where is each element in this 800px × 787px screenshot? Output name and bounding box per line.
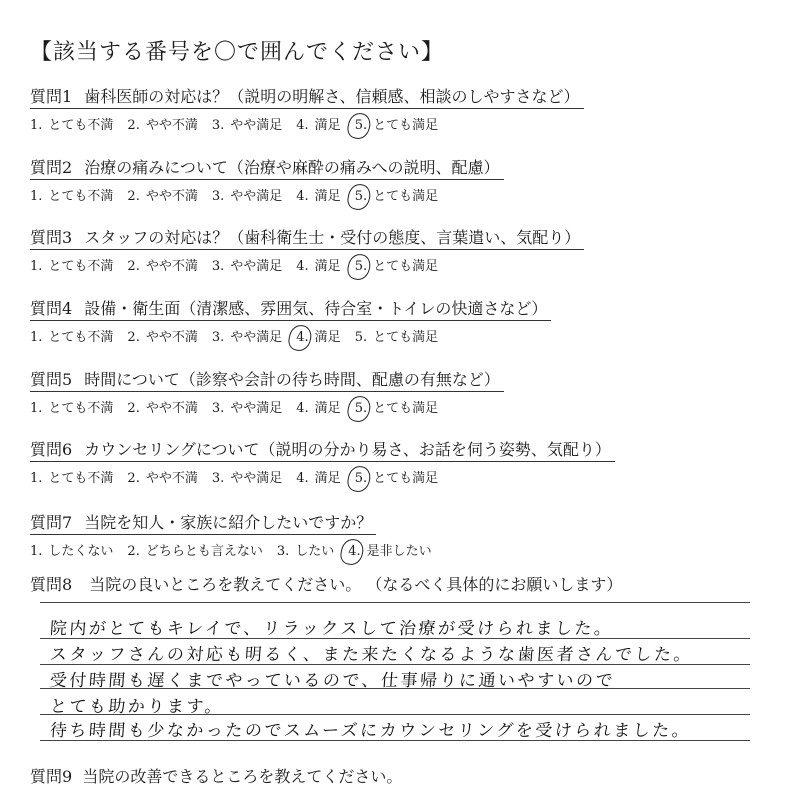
- handwritten-line: 待ち時間も少なかったのでスムーズにカウンセリングを受けられました。: [49, 721, 692, 741]
- option-number: 1.: [30, 189, 43, 204]
- option-label: とても満足: [373, 259, 439, 274]
- question-7-title: [30, 510, 376, 535]
- answer-option[interactable]: [212, 467, 282, 486]
- question-number: 質問8: [30, 575, 73, 594]
- option-label: やや不満: [145, 330, 198, 345]
- option-number: 4.: [296, 330, 309, 345]
- question-note: （なるべく具体的にお願いします）: [366, 575, 623, 594]
- option-label: とても満足: [373, 401, 439, 416]
- option-number: 4.: [348, 544, 361, 559]
- option-number: 2.: [127, 189, 140, 204]
- question-7: [30, 510, 780, 559]
- answer-option[interactable]: [30, 114, 113, 133]
- option-label: したい: [295, 544, 335, 559]
- question-number: 質問3: [30, 228, 73, 247]
- option-label: やや不満: [145, 189, 198, 204]
- option-label: やや不満: [145, 401, 198, 416]
- option-label: やや満足: [230, 471, 283, 486]
- question-5: [30, 367, 780, 416]
- option-number: 1.: [30, 401, 43, 416]
- question-4: [30, 296, 780, 345]
- option-label: やや満足: [230, 401, 283, 416]
- question-2: [30, 155, 780, 204]
- answer-option[interactable]: [296, 185, 340, 204]
- question-number: 質問5: [30, 370, 73, 389]
- option-number: 5.: [354, 471, 368, 486]
- option-label: 満足: [314, 189, 341, 204]
- question-number: 質問7: [30, 513, 73, 532]
- question-3: [30, 225, 780, 274]
- option-number: 3.: [211, 330, 225, 345]
- answer-option[interactable]: [127, 540, 262, 559]
- option-label: やや満足: [230, 330, 283, 345]
- question-6: [30, 437, 780, 486]
- option-number: 3.: [276, 544, 290, 559]
- option-number: 4.: [296, 189, 309, 204]
- question-text: 当院の良いところを教えてください。: [89, 575, 362, 594]
- option-label: とても不満: [48, 401, 114, 416]
- option-number: 4.: [296, 118, 309, 133]
- answer-option[interactable]: [355, 326, 438, 345]
- option-label: とても満足: [373, 471, 439, 486]
- answer-options: [30, 255, 780, 274]
- option-label: とても不満: [48, 118, 114, 133]
- answer-option[interactable]: [212, 114, 282, 133]
- question-number: 質問6: [30, 440, 73, 459]
- question-number: 質問9: [30, 767, 73, 786]
- option-number: 5.: [354, 259, 368, 274]
- option-number: 5.: [354, 189, 368, 204]
- option-number: 3.: [211, 401, 225, 416]
- answer-option-selected[interactable]: [355, 185, 438, 204]
- answer-option[interactable]: [212, 326, 282, 345]
- option-label: とても不満: [48, 471, 114, 486]
- option-number: 5.: [354, 118, 368, 133]
- option-number: 3.: [211, 471, 225, 486]
- option-number: 3.: [211, 259, 225, 274]
- answer-options: [30, 397, 780, 416]
- answer-option-selected[interactable]: [355, 114, 438, 133]
- option-label: やや不満: [145, 471, 198, 486]
- option-number: 4.: [296, 401, 309, 416]
- question-1-title: [30, 84, 584, 109]
- question-text: 設備・衛生面（清潔感、雰囲気、待合室・トイレの快適さなど）: [84, 299, 548, 318]
- answer-option[interactable]: [127, 326, 197, 345]
- option-number: 2.: [127, 544, 140, 559]
- question-2-title: [30, 155, 504, 180]
- question-number: 質問1: [30, 87, 73, 106]
- answer-options: [30, 185, 780, 204]
- answer-option-selected[interactable]: [355, 397, 438, 416]
- option-label: やや不満: [145, 118, 198, 133]
- option-number: 2.: [127, 401, 140, 416]
- question-9: [30, 764, 402, 787]
- answer-option[interactable]: [212, 397, 282, 416]
- option-label: とても不満: [48, 259, 114, 274]
- answer-option-selected[interactable]: [355, 467, 438, 486]
- answer-option-selected[interactable]: [355, 255, 438, 274]
- option-number: 4.: [296, 259, 309, 274]
- option-number: 5.: [354, 401, 368, 416]
- answer-option[interactable]: [30, 397, 113, 416]
- question-5-title: [30, 367, 504, 392]
- answer-option[interactable]: [30, 467, 113, 486]
- option-number: 1.: [30, 118, 43, 133]
- answer-option[interactable]: [127, 185, 197, 204]
- question-8-title: [30, 572, 626, 596]
- option-label: とても不満: [48, 189, 114, 204]
- question-text: 治療の痛みについて（治療や麻酔の痛みへの説明、配慮）: [84, 158, 500, 177]
- question-text: スタッフの対応は？（歯科衛生士・受付の態度、言葉遣い、気配り）: [84, 228, 581, 247]
- option-label: やや満足: [230, 118, 283, 133]
- option-number: 1.: [30, 330, 43, 345]
- option-label: 満足: [314, 118, 341, 133]
- answer-option[interactable]: [30, 185, 113, 204]
- option-label: やや満足: [230, 259, 283, 274]
- handwritten-line: 受付時間も遅くまでやっているので、仕事帰りに通いやすいので: [49, 671, 616, 691]
- question-text: 歯科医師の対応は？（説明の明解さ、信頼感、相談のしやすさなど）: [84, 87, 580, 106]
- question-text: 当院の改善できるところを教えてください。: [82, 767, 403, 786]
- option-label: どちらとも言えない: [145, 544, 263, 559]
- answer-options: [30, 467, 780, 486]
- question-text: 時間について（診察や会計の待ち時間、配慮の有無など）: [84, 370, 500, 389]
- answer-option-selected[interactable]: [348, 540, 431, 559]
- answer-option[interactable]: [212, 255, 282, 274]
- option-number: 2.: [127, 259, 140, 274]
- answer-option[interactable]: [30, 255, 113, 274]
- option-label: 満足: [314, 259, 341, 274]
- option-number: 4.: [296, 471, 309, 486]
- question-8: [30, 572, 780, 596]
- answer-option[interactable]: [127, 255, 197, 274]
- option-label: やや不満: [145, 259, 198, 274]
- question-text: カウンセリングについて（説明の分かり易さ、お話を伺う姿勢、気配り）: [84, 440, 611, 459]
- option-label: とても満足: [373, 189, 439, 204]
- option-number: 5.: [354, 330, 368, 345]
- handwritten-line: とても助かります。: [49, 697, 225, 717]
- question-3-title: [30, 225, 584, 250]
- handwritten-line: スタッフさんの対応も明るく、また来たくなるような歯医者さんでした。: [49, 645, 694, 665]
- option-label: したくない: [48, 544, 114, 559]
- handwritten-line: 院内がとてもキレイで、リラックスして治療が受けられました。: [49, 619, 615, 639]
- question-4-title: [30, 296, 551, 321]
- option-number: 1.: [30, 259, 43, 274]
- answer-option[interactable]: [277, 540, 334, 559]
- option-label: やや満足: [230, 189, 283, 204]
- option-label: 満足: [314, 401, 341, 416]
- option-label: 是非したい: [366, 544, 432, 559]
- option-label: とても不満: [48, 330, 114, 345]
- answer-option[interactable]: [212, 185, 282, 204]
- option-number: 2.: [127, 330, 140, 345]
- option-number: 3.: [211, 189, 225, 204]
- answer-option[interactable]: [30, 540, 113, 559]
- question-number: 質問4: [30, 299, 73, 318]
- option-number: 1.: [30, 544, 43, 559]
- option-label: とても満足: [373, 330, 439, 345]
- answer-option[interactable]: [127, 114, 197, 133]
- question-text: 当院を知人・家族に紹介したいですか？: [84, 513, 373, 532]
- question-6-title: [30, 437, 615, 462]
- option-label: 満足: [314, 471, 341, 486]
- option-number: 1.: [30, 471, 43, 486]
- option-number: 2.: [127, 471, 140, 486]
- answer-option[interactable]: [296, 397, 340, 416]
- answer-options: [30, 540, 780, 559]
- answer-options: [30, 114, 780, 133]
- answer-options: [30, 326, 780, 345]
- option-number: 2.: [127, 118, 140, 133]
- option-number: 3.: [211, 118, 225, 133]
- question-1: [30, 84, 780, 133]
- answer-option-selected[interactable]: [296, 326, 340, 345]
- ruled-line: [40, 602, 750, 603]
- option-label: とても満足: [373, 118, 439, 133]
- page-heading: 【該当する番号を〇で囲んでください】: [30, 40, 445, 65]
- answer-option[interactable]: [296, 255, 340, 274]
- answer-option[interactable]: [127, 397, 197, 416]
- answer-option[interactable]: [127, 467, 197, 486]
- answer-option[interactable]: [30, 326, 113, 345]
- answer-option[interactable]: [296, 467, 340, 486]
- option-label: 満足: [314, 330, 341, 345]
- question-number: 質問2: [30, 158, 73, 177]
- answer-option[interactable]: [296, 114, 340, 133]
